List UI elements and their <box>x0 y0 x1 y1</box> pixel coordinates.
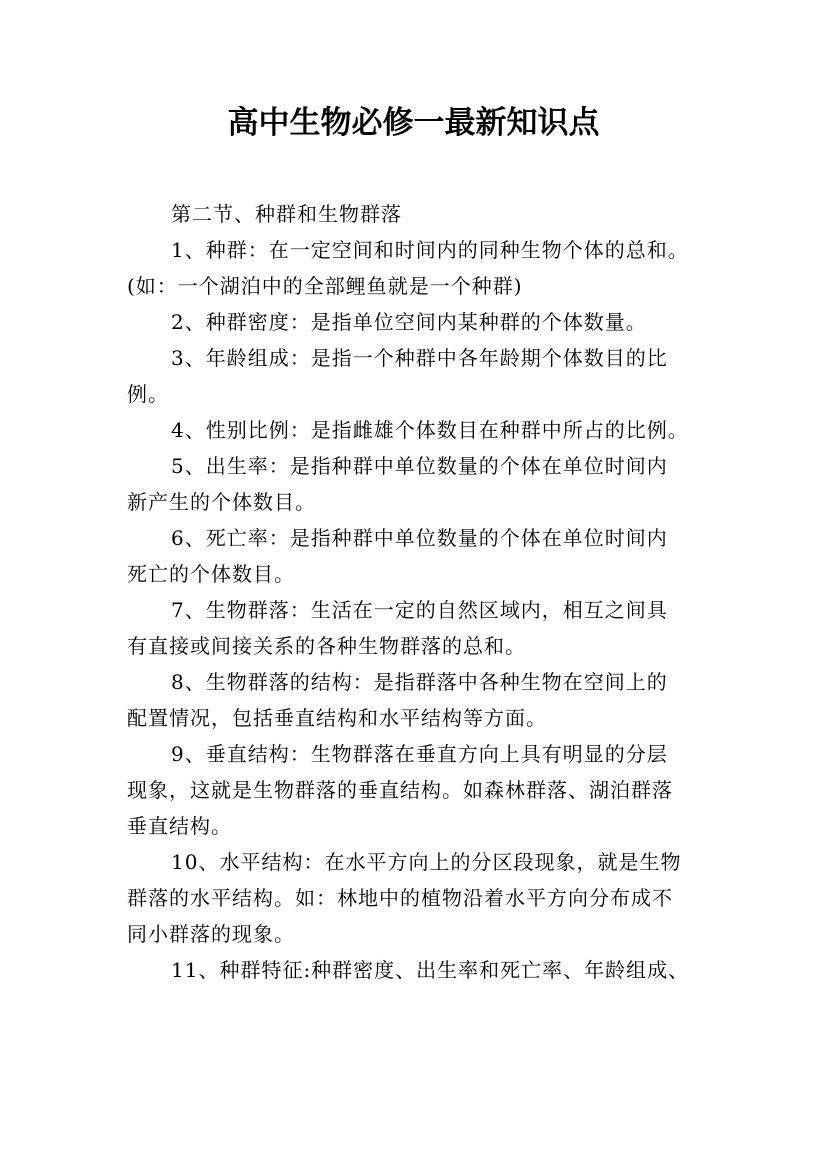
paragraph-line: 10、水平结构：在水平方向上的分区段现象，就是生物 <box>171 850 682 874</box>
paragraph-4-sex-ratio <box>127 412 712 448</box>
paragraph-line: 11、种群特征:种群密度、出生率和死亡率、年龄组成、 <box>171 958 690 982</box>
paragraph-line: 6、死亡率：是指种群中单位数量的个体在单位时间内 <box>171 526 668 550</box>
paragraph-8-community-structure <box>127 664 712 736</box>
paragraph-line: 4、性别比例：是指雌雄个体数目在种群中所占的比例。 <box>171 418 689 442</box>
paragraph-2-density <box>127 304 712 340</box>
paragraph-line: 新产生的个体数目。 <box>127 490 316 514</box>
paragraph-5-birth-rate <box>127 448 712 520</box>
document-body <box>127 196 712 988</box>
document-title: 高中生物必修一最新知识点 <box>227 105 600 141</box>
paragraph-7-community <box>127 592 712 664</box>
paragraph-line: 配置情况，包括垂直结构和水平结构等方面。 <box>127 706 547 730</box>
paragraph-line: 现象，这就是生物群落的垂直结构。如森林群落、湖泊群落 <box>127 778 673 802</box>
paragraph-line: 9、垂直结构：生物群落在垂直方向上具有明显的分层 <box>171 742 668 766</box>
paragraph-line: (如：一个湖泊中的全部鲤鱼就是一个种群) <box>127 274 523 298</box>
paragraph-1-population <box>127 232 712 304</box>
paragraph-line: 7、生物群落：生活在一定的自然区域内，相互之间具 <box>171 598 668 622</box>
paragraph-6-death-rate <box>127 520 712 592</box>
paragraph-line: 死亡的个体数目。 <box>127 562 295 586</box>
paragraph-line: 垂直结构。 <box>127 814 232 838</box>
paragraph-line: 群落的水平结构。如：林地中的植物沿着水平方向分布成不 <box>127 886 673 910</box>
paragraph-3-age-structure <box>127 340 712 412</box>
paragraph-line: 2、种群密度：是指单位空间内某种群的个体数量。 <box>171 310 647 334</box>
paragraph-line: 同小群落的现象。 <box>127 922 295 946</box>
paragraph-10-horizontal-structure <box>127 844 712 952</box>
paragraph-line: 8、生物群落的结构：是指群落中各种生物在空间上的 <box>171 670 668 694</box>
paragraph-9-vertical-structure <box>127 736 712 844</box>
paragraph-line: 1、种群：在一定空间和时间内的同种生物个体的总和。 <box>171 238 689 262</box>
paragraph-section-heading <box>127 196 712 232</box>
paragraph-line: 第二节、种群和生物群落 <box>171 202 402 226</box>
paragraph-line: 5、出生率：是指种群中单位数量的个体在单位时间内 <box>171 454 668 478</box>
paragraph-line: 3、年龄组成：是指一个种群中各年龄期个体数目的比 <box>171 346 668 370</box>
paragraph-line: 有直接或间接关系的各种生物群落的总和。 <box>127 634 526 658</box>
paragraph-line: 例。 <box>127 382 169 406</box>
paragraph-11-population-features <box>127 952 712 988</box>
